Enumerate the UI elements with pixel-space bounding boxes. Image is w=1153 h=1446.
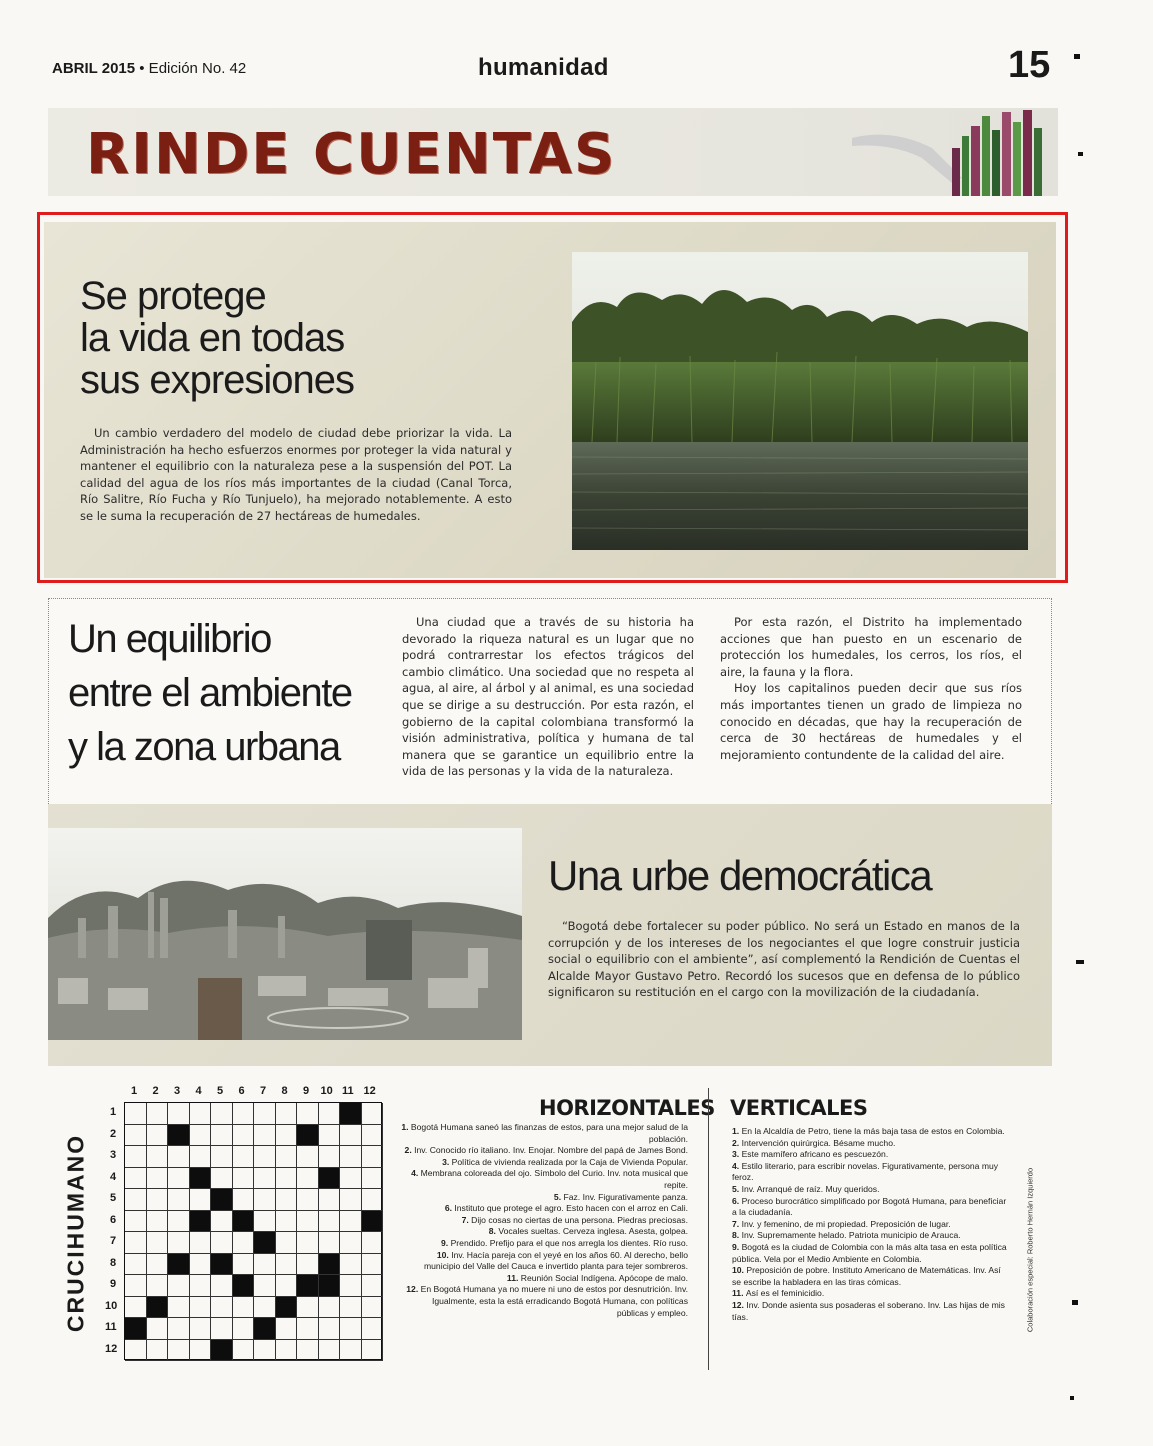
crossword-block [211, 1189, 233, 1211]
crossword-cell[interactable] [211, 1125, 233, 1147]
crossword-cell[interactable] [190, 1125, 212, 1147]
crossword-block [254, 1232, 276, 1254]
crossword-row-number: 11 [105, 1321, 117, 1333]
crossword-cell[interactable] [233, 1297, 255, 1319]
crossword-cell[interactable] [297, 1297, 319, 1319]
crossword-cell[interactable] [147, 1125, 169, 1147]
crossword-row-number: 7 [110, 1235, 117, 1247]
clue-item: 8. Inv. Supremamente helado. Patriota municipio de Arauca. [732, 1230, 961, 1241]
crossword-cell[interactable] [233, 1189, 255, 1211]
verticales-clues [732, 1126, 1012, 1323]
clue-item: 9. Bogotá es la ciudad de Colombia con la más alta tasa en esta política pública. Vela por el Medio Ambiente en Colombia. [732, 1241, 1007, 1264]
scan-mark [1078, 152, 1083, 156]
scan-mark [1074, 54, 1080, 59]
crossword-cell[interactable] [362, 1275, 384, 1297]
article-headline-line: Un equilibrio [68, 617, 271, 661]
article-column-2 [720, 614, 1022, 763]
crossword-row-number: 9 [110, 1278, 117, 1290]
clue-item: 11. Reunión Social Indígena. Apócope de malo. [506, 1272, 688, 1283]
crossword-cell[interactable] [190, 1297, 212, 1319]
crossword-block [297, 1125, 319, 1147]
crossword-cell[interactable] [276, 1340, 298, 1362]
crossword-cell[interactable] [319, 1125, 341, 1147]
crossword-title: CRUCIHUMANO [62, 1133, 89, 1333]
crossword-cell[interactable] [297, 1146, 319, 1168]
crossword-cell[interactable] [254, 1146, 276, 1168]
crossword-cell[interactable] [362, 1168, 384, 1190]
crossword-cell[interactable] [254, 1275, 276, 1297]
crossword-cell[interactable] [125, 1146, 147, 1168]
crossword-block [362, 1211, 384, 1233]
section-banner [48, 108, 1058, 196]
crossword-cell[interactable] [190, 1189, 212, 1211]
crossword-cell[interactable] [276, 1254, 298, 1276]
crossword-cell[interactable] [362, 1232, 384, 1254]
crossword-row-number: 8 [110, 1256, 117, 1269]
crossword-cell[interactable] [211, 1168, 233, 1190]
crossword-block [190, 1211, 212, 1233]
crossword-cell[interactable] [233, 1125, 255, 1147]
clue-item: 1. En la Alcaldía de Petro, tiene la más baja tasa de estos en Colombia. [732, 1126, 1005, 1136]
crossword-cell[interactable] [254, 1297, 276, 1319]
city-photo [48, 828, 522, 1040]
crossword-cell[interactable] [254, 1254, 276, 1276]
section-title: RINDE CUENTAS [86, 122, 617, 187]
crossword-cell[interactable] [297, 1232, 319, 1254]
crossword-cell[interactable] [233, 1146, 255, 1168]
crossword-cell[interactable] [125, 1103, 147, 1125]
crossword-block [319, 1275, 341, 1297]
crossword-cell[interactable] [362, 1297, 384, 1319]
crossword-block [125, 1318, 147, 1340]
issue-date: ABRIL 2015 [52, 60, 136, 77]
crossword-cell[interactable] [168, 1146, 190, 1168]
crossword-row-number: 6 [110, 1213, 117, 1226]
clue-item: 5. Inv. Arranqué de raíz. Muy queridos. [732, 1183, 880, 1194]
crossword-block [254, 1318, 276, 1340]
crossword-column-number: 6 [238, 1085, 245, 1097]
crossword-cell[interactable] [125, 1125, 147, 1147]
crossword-cell[interactable] [233, 1254, 255, 1276]
clue-item: 6. Instituto que protege el agro. Esto hacen con el arroz en Cali. [444, 1203, 688, 1214]
article-headline-line: entre el ambiente [68, 671, 352, 715]
crossword-cell[interactable] [340, 1297, 362, 1319]
crossword-cell[interactable] [147, 1189, 169, 1211]
crossword-cell[interactable] [340, 1275, 362, 1297]
article-column-1 [402, 614, 694, 780]
crossword-cell[interactable] [362, 1340, 384, 1362]
crossword-row-number: 4 [110, 1170, 117, 1183]
crossword-block [190, 1168, 212, 1190]
crossword-cell[interactable] [190, 1103, 212, 1125]
crossword-cell[interactable] [190, 1275, 212, 1297]
horizontales-clues [400, 1122, 688, 1319]
crossword-cell[interactable] [211, 1146, 233, 1168]
crossword-cell[interactable] [233, 1232, 255, 1254]
crossword-block [147, 1297, 169, 1319]
crossword-cell[interactable] [276, 1103, 298, 1125]
crossword-cell[interactable] [147, 1318, 169, 1340]
verticales-heading: VERTICALES [730, 1096, 868, 1120]
crossword-cell[interactable] [168, 1297, 190, 1319]
masthead-date [52, 60, 246, 77]
scan-mark [1072, 1300, 1078, 1305]
crossword-cell[interactable] [254, 1340, 276, 1362]
crossword-cell[interactable] [125, 1340, 147, 1362]
clue-item: 1. Bogotá Humana saneó las finanzas de estos, para una mejor salud de la población. [401, 1122, 688, 1144]
crossword-row-number: 12 [105, 1342, 118, 1355]
crossword-cell[interactable] [254, 1211, 276, 1233]
crossword-cell[interactable] [254, 1103, 276, 1125]
article-paragraph: Por esta razón, el Distrito ha implementado acciones que han puesto en un escenario de protección los humedales, los cerros, los ríos, el aire, la fauna y la flora. [720, 615, 1022, 679]
crossword-cell[interactable] [340, 1125, 362, 1147]
crossword-cell[interactable] [233, 1103, 255, 1125]
crossword-column-number: 1 [131, 1085, 138, 1097]
crossword-cell[interactable] [125, 1211, 147, 1233]
credit-line: Colaboración especial: Roberto Hernán Izquierdo [1025, 1167, 1035, 1333]
crossword-row-number: 10 [105, 1299, 118, 1312]
crossword-block [276, 1297, 298, 1319]
crossword-cell[interactable] [147, 1146, 169, 1168]
crossword-cell[interactable] [297, 1103, 319, 1125]
clue-item: 4. Membrana coloreada del ojo. Símbolo del Curio. Inv. nota musical que repite. [411, 1168, 688, 1190]
crossword-block [211, 1340, 233, 1362]
crossword-cell[interactable] [190, 1232, 212, 1254]
hero-headline [80, 275, 500, 401]
crossword-cell[interactable] [297, 1254, 319, 1276]
crossword-cell[interactable] [297, 1318, 319, 1340]
crossword-cell[interactable] [254, 1125, 276, 1147]
crossword-cell[interactable] [211, 1318, 233, 1340]
clue-item: 6. Proceso burocrático simplificado por Bogotá Humana, para beneficiar a la ciudadanía. [732, 1195, 1007, 1218]
crossword-column-number: 11 [342, 1085, 354, 1097]
clue-item: 4. Estilo literario, para escribir novelas. Figurativamente, persona muy feroz. [732, 1160, 999, 1183]
crossword-cell[interactable] [190, 1318, 212, 1340]
crossword-cell[interactable] [168, 1211, 190, 1233]
crossword-cell[interactable] [168, 1340, 190, 1362]
crossword-cell[interactable] [297, 1189, 319, 1211]
crossword-block [233, 1275, 255, 1297]
urbe-headline: Una urbe democrática [548, 852, 932, 899]
clue-item: 12. Inv. Donde asienta sus posaderas el soberano. Inv. Las hijas de mis tías. [732, 1299, 1005, 1322]
crossword-column-number: 2 [152, 1085, 159, 1097]
crossword-cell[interactable] [319, 1146, 341, 1168]
crossword-cell[interactable] [147, 1211, 169, 1233]
crossword-cell[interactable] [125, 1232, 147, 1254]
clue-item: 3. Este mamífero africano es pescuezón. [732, 1149, 889, 1160]
crossword-cell[interactable] [168, 1168, 190, 1190]
crossword-cell[interactable] [168, 1275, 190, 1297]
crossword-block [319, 1254, 341, 1276]
hero-headline-line: sus expresiones [80, 358, 355, 402]
crossword-cell[interactable] [319, 1318, 341, 1340]
crossword-cell[interactable] [362, 1146, 384, 1168]
crossword-cell[interactable] [168, 1318, 190, 1340]
crossword-cell[interactable] [340, 1318, 362, 1340]
crossword-cell[interactable] [233, 1340, 255, 1362]
crossword-cell[interactable] [340, 1146, 362, 1168]
crossword-cell[interactable] [211, 1103, 233, 1125]
crossword-block [233, 1211, 255, 1233]
crossword-row-number: 5 [110, 1192, 117, 1204]
crossword-cell[interactable] [276, 1146, 298, 1168]
crossword-cell[interactable] [319, 1297, 341, 1319]
crossword-column-number: 9 [303, 1085, 310, 1097]
clue-item: 3. Política de vivienda realizada por la Caja de Vivienda Popular. [442, 1156, 688, 1167]
crossword-cell[interactable] [190, 1146, 212, 1168]
hero-headline-line: la vida en todas [80, 316, 345, 360]
crossword-cell[interactable] [147, 1168, 169, 1190]
crossword-column-number: 4 [195, 1085, 202, 1097]
crossword-column-number: 10 [320, 1085, 333, 1097]
crossword-block [168, 1125, 190, 1147]
crossword-block [168, 1254, 190, 1276]
crossword-cell[interactable] [125, 1168, 147, 1190]
edition-number: • Edición No. 42 [139, 60, 247, 77]
crossword-cell[interactable] [254, 1189, 276, 1211]
crossword-cell[interactable] [340, 1168, 362, 1190]
crossword-cell[interactable] [147, 1275, 169, 1297]
article-headline [68, 612, 398, 774]
crossword-cell[interactable] [254, 1168, 276, 1190]
crossword-cell[interactable] [340, 1232, 362, 1254]
crossword-cell[interactable] [233, 1318, 255, 1340]
crossword-grid [124, 1102, 382, 1360]
crossword-cell[interactable] [276, 1232, 298, 1254]
clue-item: 7. Dijo cosas no ciertas de una persona. Piedras preciosas. [461, 1214, 688, 1225]
hero-headline-line: Se protege [80, 274, 266, 318]
urbe-body: “Bogotá debe fortalecer su poder público. No será un Estado en manos de la corrupción y de los intereses de los negociantes el que logre construir justicia social o equilibrio con el ambiente”, así complementó la Rendición de Cuentas el Alcalde Mayor Gustavo Petro. Recordó los sucesos que en defensa de lo público significaron su restitución en el cargo con la movilización de la ciudadanía. [548, 919, 1020, 1000]
clues-divider [708, 1088, 709, 1370]
clue-item: 12. En Bogotá Humana ya no muere ni uno de estos por desnutrición. Inv. Igualmente, esta la está erradicando Bogotá Humana, con políticas públicas y empleo. [406, 1284, 688, 1318]
crossword-cell[interactable] [211, 1232, 233, 1254]
crossword-cell[interactable] [276, 1168, 298, 1190]
crossword-cell[interactable] [276, 1125, 298, 1147]
crossword-column-number: 7 [260, 1085, 267, 1097]
crossword-cell[interactable] [340, 1254, 362, 1276]
crossword-cell[interactable] [362, 1189, 384, 1211]
crossword-cell[interactable] [211, 1211, 233, 1233]
crossword-cell[interactable] [319, 1211, 341, 1233]
crossword-label [56, 1108, 96, 1358]
crossword-cell[interactable] [211, 1297, 233, 1319]
crossword-cell[interactable] [125, 1189, 147, 1211]
page-number: 15 [1008, 44, 1051, 86]
article-headline-line: y la zona urbana [68, 725, 340, 769]
crossword-cell[interactable] [340, 1211, 362, 1233]
crossword-cell[interactable] [362, 1103, 384, 1125]
crossword-row-number: 3 [110, 1149, 117, 1161]
crossword-cell[interactable] [147, 1232, 169, 1254]
crossword-cell[interactable] [276, 1189, 298, 1211]
crossword-cell[interactable] [297, 1168, 319, 1190]
clue-item: 11. Así es el feminicidio. [732, 1288, 825, 1299]
wetland-photo [572, 252, 1028, 550]
crossword-cell[interactable] [125, 1297, 147, 1319]
crossword-block [297, 1275, 319, 1297]
crossword-cell[interactable] [233, 1168, 255, 1190]
crossword-cell[interactable] [147, 1103, 169, 1125]
crossword-cell[interactable] [362, 1254, 384, 1276]
crossword-block [319, 1168, 341, 1190]
crossword-cell[interactable] [147, 1254, 169, 1276]
publication-name: humanidad [478, 54, 609, 81]
crossword-block [211, 1254, 233, 1276]
clue-item: 8. Vocales sueltas. Cerveza inglesa. Asesta, golpea. [488, 1226, 688, 1237]
clue-item: 5. Faz. Inv. Figurativamente panza. [553, 1191, 688, 1202]
crossword-cell[interactable] [362, 1318, 384, 1340]
crossword-cell[interactable] [319, 1232, 341, 1254]
clue-item: 10. Preposición de pobre. Instituto Americano de Matemáticas. Inv. Así se escribe la habladera en las tiras cómicas. [732, 1265, 1001, 1287]
article-paragraph: Una ciudad que a través de su historia ha devorado la riqueza natural es un lugar que no podrá contrarrestar los efectos trágicos del cambio climático. Una sociedad que no respeta al agua, al aire, al árbol y al animal, es una sociedad que se dirige a su destrucción. Por esta razón, el gobierno de la capital colombiana transformó la visión administrativa, política y humana de tal manera que se garantice un equilibrio entre la vida de las personas y la vida de la naturaleza. [402, 615, 694, 779]
crossword-block [340, 1103, 362, 1125]
crossword-cell[interactable] [297, 1340, 319, 1362]
crossword-cell[interactable] [276, 1275, 298, 1297]
crossword-cell[interactable] [297, 1211, 319, 1233]
crossword-cell[interactable] [276, 1211, 298, 1233]
crossword-column-number: 12 [363, 1085, 376, 1097]
crossword-cell[interactable] [147, 1340, 169, 1362]
crossword-column-number: 8 [281, 1085, 288, 1097]
crossword-cell[interactable] [168, 1189, 190, 1211]
crossword-row-number: 1 [110, 1106, 117, 1118]
crossword-cell[interactable] [340, 1340, 362, 1362]
crossword-cell[interactable] [276, 1318, 298, 1340]
clue-item: 2. Intervención quirúrgica. Bésame mucho. [732, 1137, 896, 1148]
clue-item: 2. Inv. Conocido río italiano. Inv. Enojar. Nombre del papá de James Bond. [404, 1145, 688, 1156]
crossword-cell[interactable] [190, 1340, 212, 1362]
scan-mark [1076, 960, 1084, 964]
crossword-cell[interactable] [168, 1103, 190, 1125]
crossword-cell[interactable] [125, 1254, 147, 1276]
crossword-column-number: 3 [174, 1085, 181, 1097]
crossword-cell[interactable] [362, 1125, 384, 1147]
scan-mark [1070, 1396, 1074, 1400]
crossword-cell[interactable] [211, 1275, 233, 1297]
crossword-cell[interactable] [168, 1232, 190, 1254]
banner-graphic [852, 108, 1052, 196]
crossword-column-number: 5 [217, 1085, 224, 1097]
crossword-cell[interactable] [319, 1340, 341, 1362]
crossword-cell[interactable] [125, 1275, 147, 1297]
clue-item: 9. Prendido. Prefijo para el que nos arregla los dientes. Río ruso. [441, 1237, 688, 1248]
clue-item: 10. Inv. Hacía pareja con el yeyé en los años 60. Al derecho, bello municipio del Valle del Cauca e invertido planta para tejer sombreros. [423, 1249, 688, 1272]
crossword-cell[interactable] [190, 1254, 212, 1276]
crossword-cell[interactable] [340, 1189, 362, 1211]
crossword-cell[interactable] [319, 1189, 341, 1211]
clue-item: 7. Inv. y femenino, de mi propiedad. Preposición de lugar. [732, 1218, 951, 1229]
hero-body: Un cambio verdadero del modelo de ciudad debe priorizar la vida. La Administración ha hecho esfuerzos enormes por proteger la vida natural y mantener el equilibrio con la naturaleza pese a la suspensión del POT. La calidad del agua de los ríos más importantes de la ciudad (Canal Torca, Río Salitre, Río Fucha y Río Tunjuelo), ha mejorado notablemente. A esto se le suma la recuperación de 27 hectáreas de humedales. [80, 426, 512, 523]
article-paragraph: Hoy los capitalinos pueden decir que sus ríos más importantes tienen un grado de limpieza no conocido en décadas, que hay la recuperación de cerca de 30 hectáreas de humedales y el mejoramiento contundente de la calidad del aire. [720, 681, 1022, 762]
horizontales-heading: HORIZONTALES [539, 1096, 715, 1120]
crossword-row-number: 2 [110, 1127, 117, 1140]
crossword-cell[interactable] [319, 1103, 341, 1125]
